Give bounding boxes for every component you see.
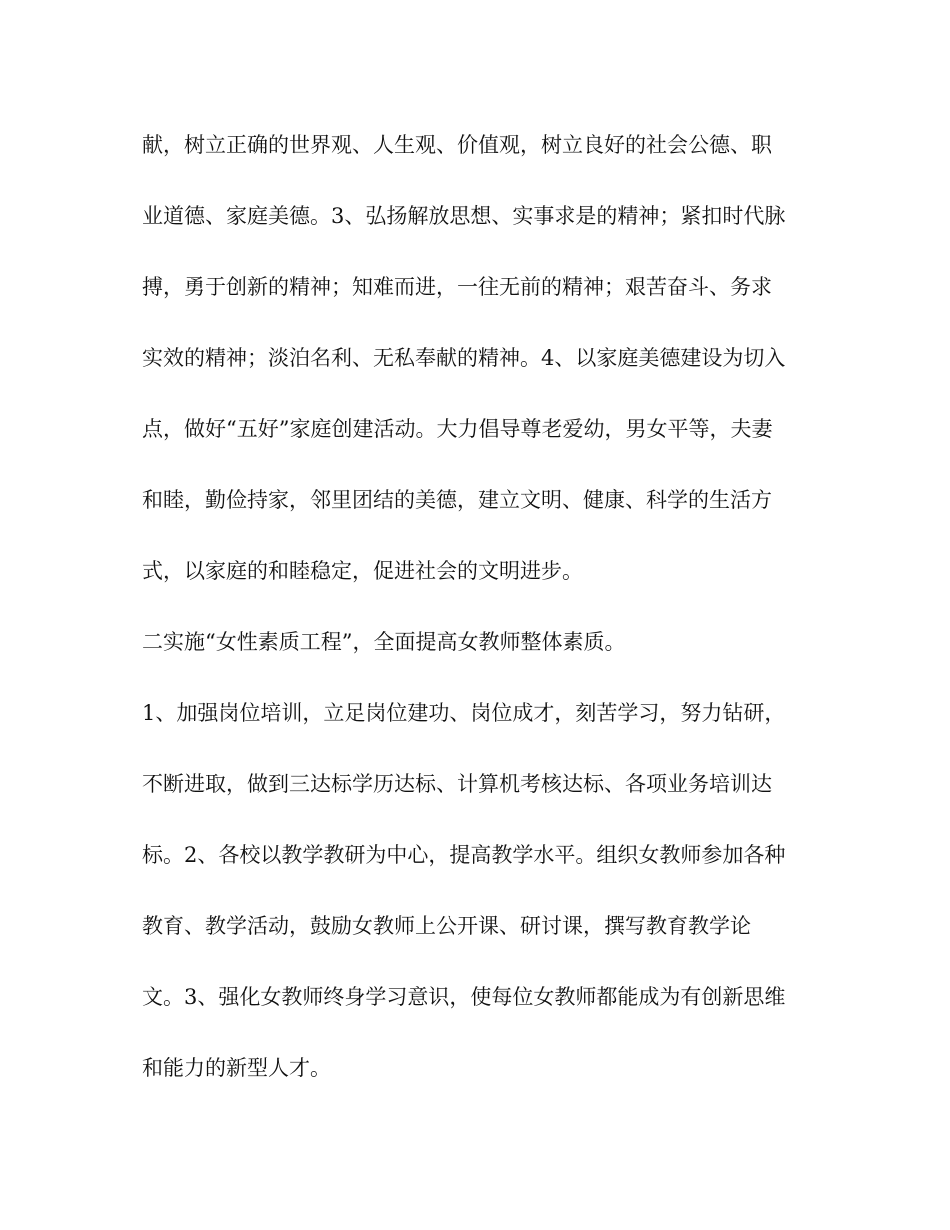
body-text-line: 1、加强岗位培训，立足岗位建功、岗位成才，刻苦学习，努力钻研， (142, 701, 786, 725)
body-text-line: 实效的精神；淡泊名利、无私奉献的精神。4、以家庭美德建设为切入 (142, 346, 786, 370)
section-heading: 二实施“女性素质工程”，全面提高女教师整体素质。 (142, 630, 626, 654)
body-text-line: 点，做好“五好”家庭创建活动。大力倡导尊老爱幼，男女平等，夫妻 (142, 417, 773, 441)
body-text-line: 献，树立正确的世界观、人生观、价值观，树立良好的社会公德、职 (142, 133, 772, 157)
body-text-line: 不断进取，做到三达标学历达标、计算机考核达标、各项业务培训达 (142, 772, 772, 796)
body-text-line: 和睦，勤俭持家，邻里团结的美德，建立文明、健康、科学的生活方 (142, 488, 772, 512)
body-text-line: 和能力的新型人才。 (142, 1056, 331, 1080)
body-text-line: 文。3、强化女教师终身学习意识，使每位女教师都能成为有创新思维 (142, 985, 786, 1009)
body-text-line: 搏，勇于创新的精神；知难而进，一往无前的精神；艰苦奋斗、务求 (142, 275, 772, 299)
body-text-line: 式，以家庭的和睦稳定，促进社会的文明进步。 (142, 559, 583, 583)
body-text-line: 教育、教学活动，鼓励女教师上公开课、研讨课，撰写教育教学论 (142, 914, 751, 938)
body-text-line: 标。2、各校以教学教研为中心，提高教学水平。组织女教师参加各种 (142, 843, 786, 867)
body-text-line: 业道德、家庭美德。3、弘扬解放思想、实事求是的精神；紧扣时代脉 (142, 204, 786, 228)
